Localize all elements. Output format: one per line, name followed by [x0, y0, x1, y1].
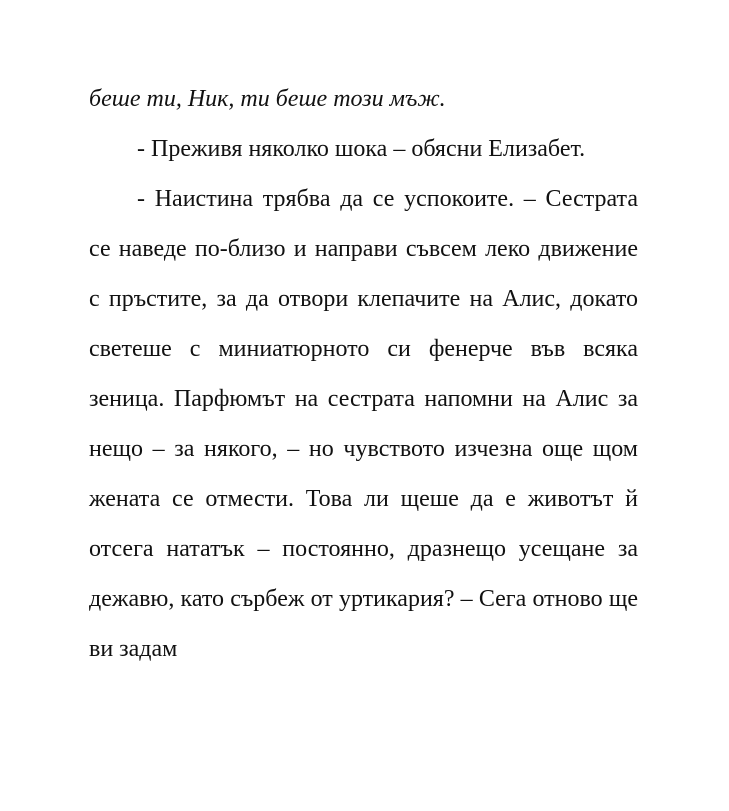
paragraph-dialogue-nurse: - Наистина трябва да се успокоите. – Сестрата се наведе по-близо и направи съвсем леко движение с пръстите, за да отвори клепачите на Алис, докато светеше с миниатюрното си фенерче във всяка зеница. Парфюмът на сестрата напомни на Алис за нещо – за някого, – но чувството изчезна още щом жената се отмести. Това ли щеше да е животът й отсега нататък – постоянно, дразнещо усещане за дежавю, като сърбеж от уртикария? – Сега отново ще ви задам	[89, 186, 638, 662]
paragraph-dialogue-elizabeth: - Преживя няколко шока – обясни Елизабет.	[137, 136, 586, 162]
paragraph-italic-continuation: беше ти, Ник, ти беше този мъж.	[89, 86, 446, 112]
document-body	[89, 74, 638, 674]
